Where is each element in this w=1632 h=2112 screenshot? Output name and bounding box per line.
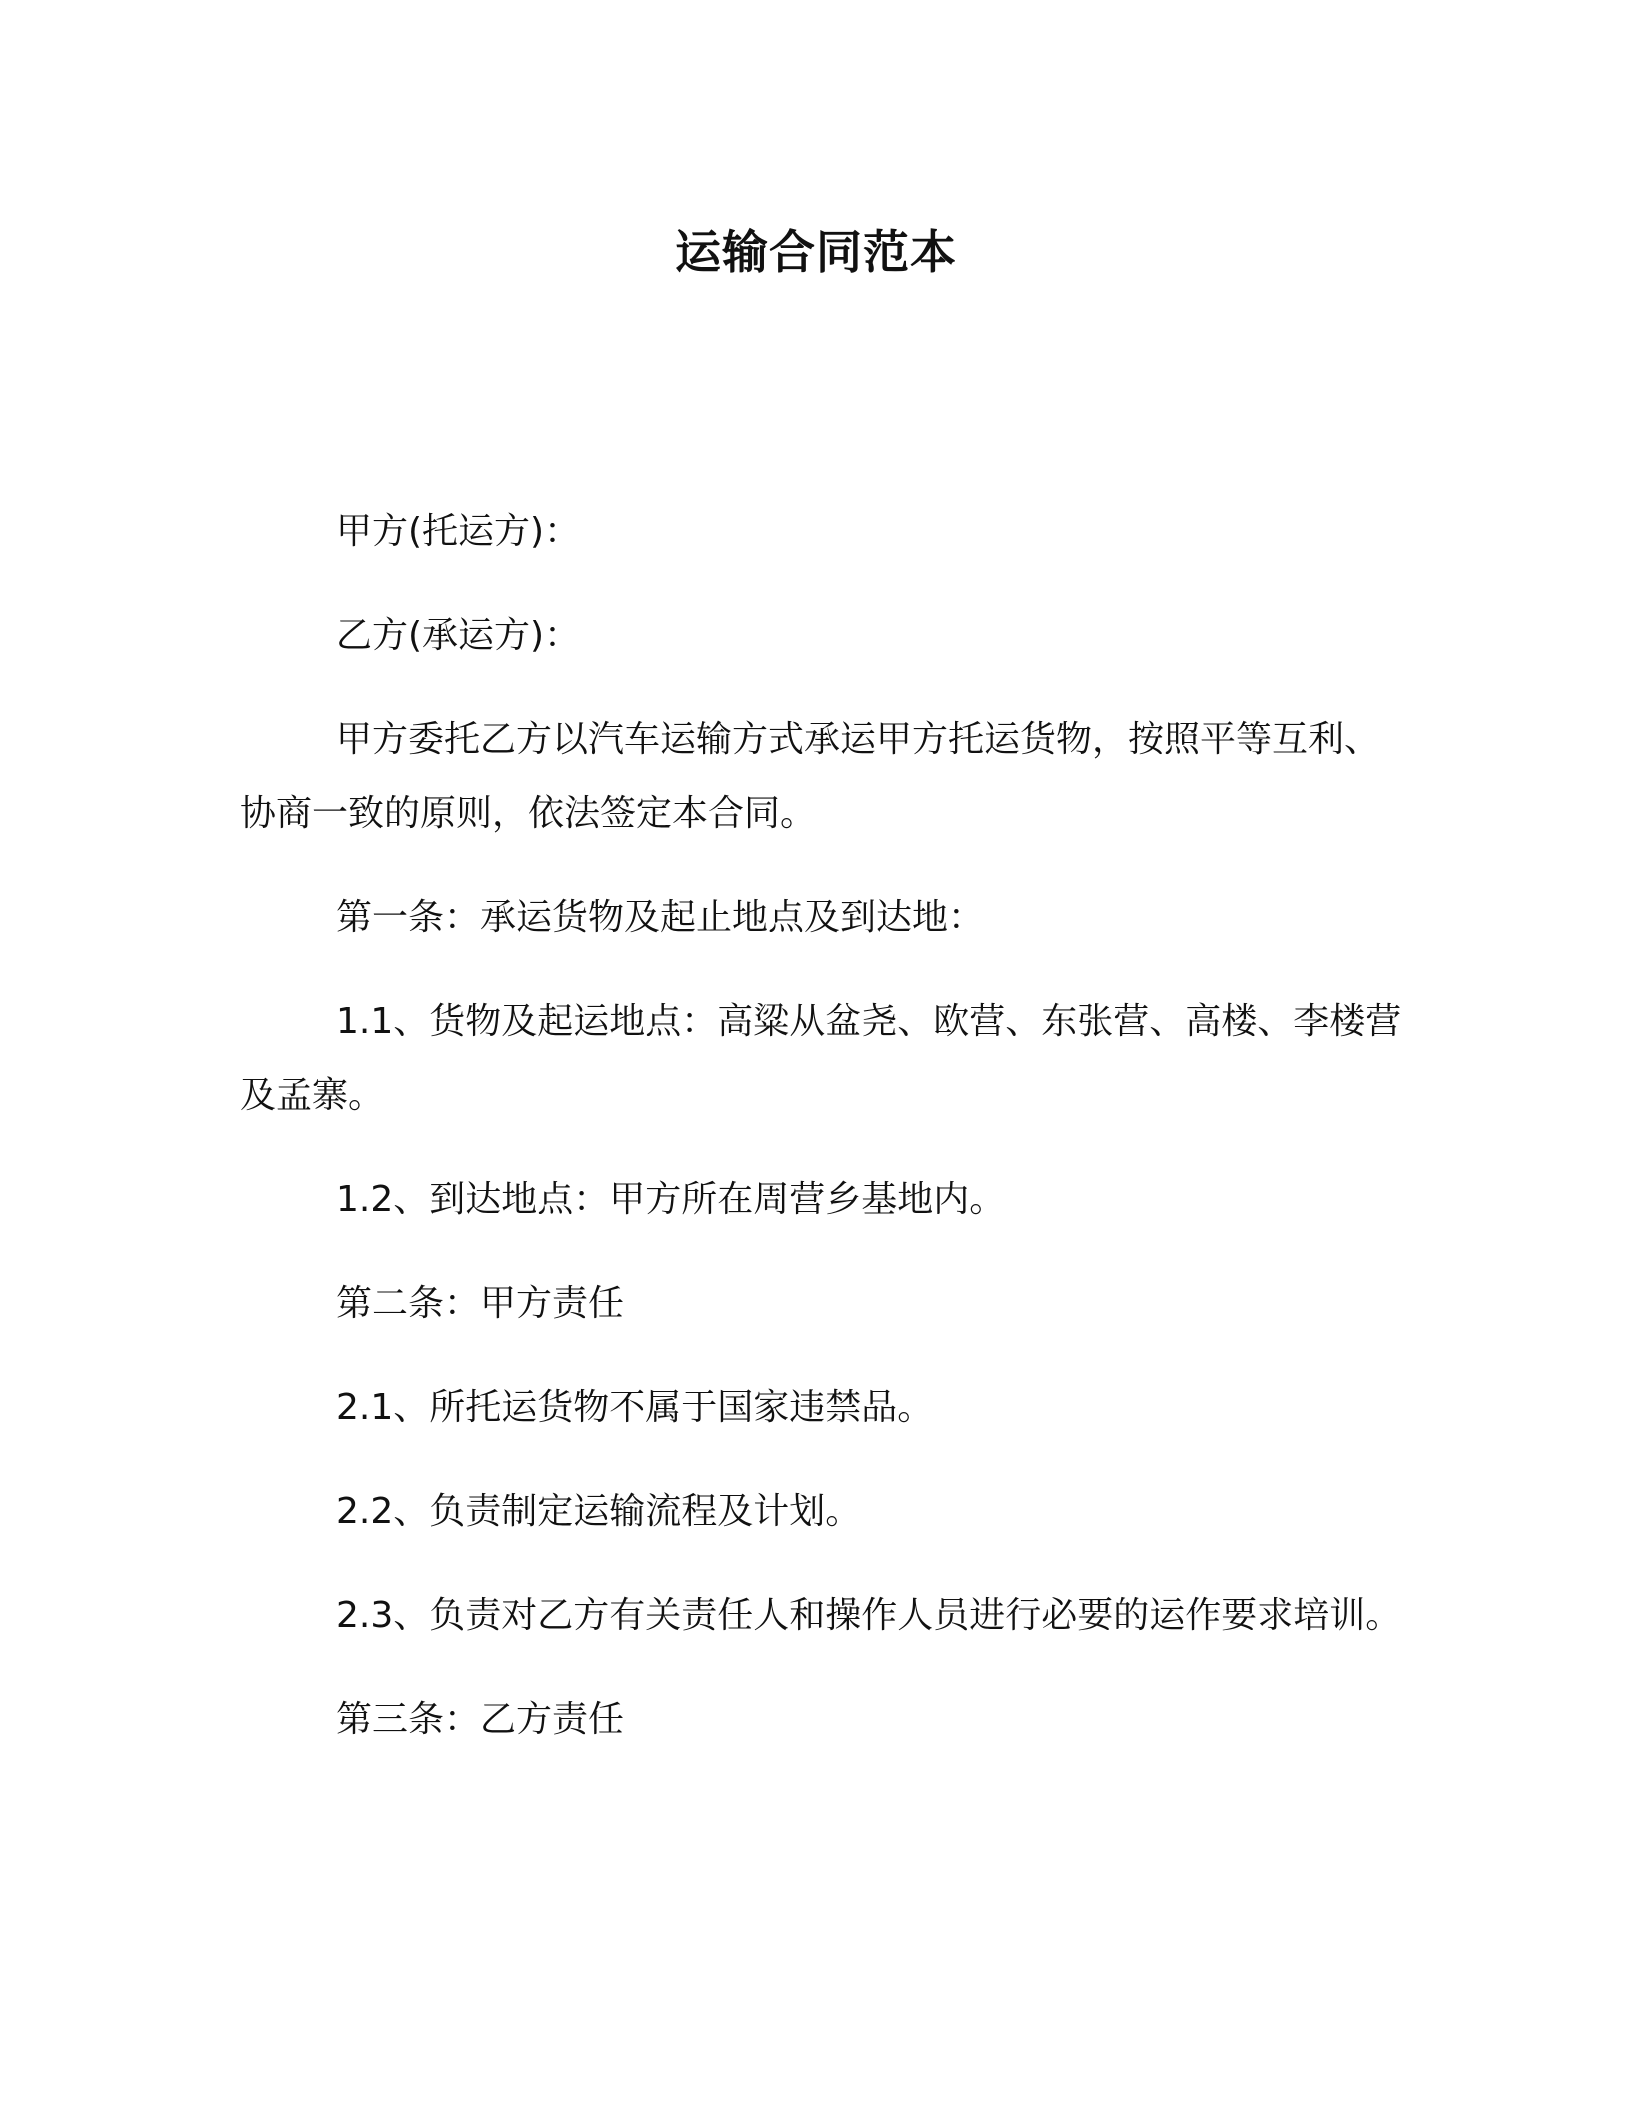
- intro-paragraph: 甲方委托乙方以汽车运输方式承运甲方托运货物，按照平等互利、协商一致的原则，依法签定本合同。: [240, 719, 1381, 834]
- party-b-line: 乙方(承运方)：: [336, 615, 581, 656]
- clause-1-2: 1.2、到达地点：甲方所在周营乡基地内。: [336, 1179, 1006, 1220]
- document-body: [240, 495, 1410, 1787]
- article-1-heading: 第一条：承运货物及起止地点及到达地：: [336, 897, 985, 938]
- clause-2-1: 2.1、所托运货物不属于国家违禁品。: [336, 1387, 934, 1428]
- article-2-heading: 第二条：甲方责任: [336, 1283, 625, 1324]
- party-a-line: 甲方(托运方)：: [336, 511, 581, 552]
- clause-1-1: 1.1、货物及起运地点：高粱从盆尧、欧营、东张营、高楼、李楼营及孟寨。: [240, 1001, 1402, 1116]
- clause-2-3: 2.3、负责对乙方有关责任人和操作人员进行必要的运作要求培训。: [336, 1595, 1402, 1636]
- clause-2-2: 2.2、负责制定运输流程及计划。: [336, 1491, 862, 1532]
- document-title: 运输合同范本: [675, 225, 957, 279]
- article-3-heading: 第三条：乙方责任: [336, 1699, 625, 1740]
